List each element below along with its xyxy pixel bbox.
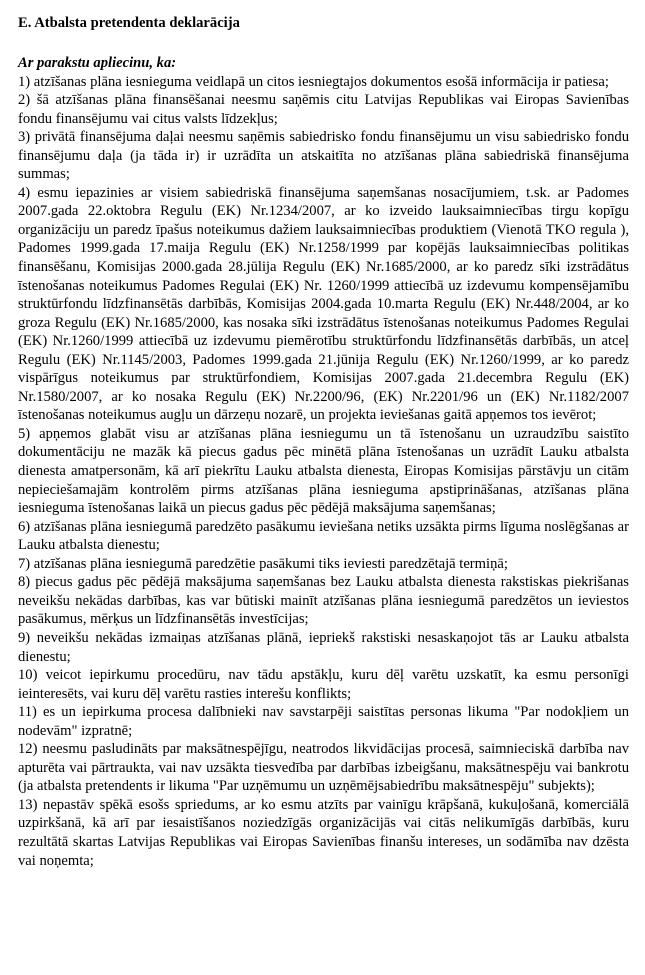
declaration-item-1: 1) atzīšanas plāna iesnieguma veidlapā un citos iesniegtajos dokumentos esošā informācija ir patiesa;: [18, 73, 609, 90]
declaration-item-7: 7) atzīšanas plāna iesniegumā paredzētie pasākumi tiks ieviesti paredzētajā termiņā;: [18, 555, 508, 572]
declaration-item-8: 8) piecus gadus pēc pēdējā maksājuma saņemšanas bez Lauku atbalsta dienesta rakstiskas piekrišanas neveikšu nekādas darbības, kas var būtiski mainīt atzīšanas plāna iesniegumā paredzētos un ieviestos pasākumus, mērķus un līdzfinansētās investīcijas;: [18, 574, 629, 628]
declaration-item-11: 11) es un iepirkuma procesa dalībnieki nav savstarpēji saistītas personas likuma "Par nodokļiem un nodevām" izpratnē;: [18, 704, 629, 739]
declaration-item-12: 12) neesmu pasludināts par maksātnespējīgu, neatrodos likvidācijas procesā, saimnieciskā darbība nav apturēta vai pārtraukta, vai nav uzsākta tiesvedība par darbības izbeigšanu, maksātnespēju vai bankrotu (ja atbalsta pretendents ir likuma "Par uzņēmumu un uzņēmējsabiedrību maksātnespēju" subjekts);: [18, 741, 629, 795]
declaration-item-13: 13) nepastāv spēkā esošs spriedums, ar ko esmu atzīts par vainīgu krāpšanā, kukuļošanā, komerciālā uzpirkšanā, kā arī par iesaistīšanos noziedzīgās organizācijās vai citās nelikumīgās darbībās, kuru rezultātā skartas Latvijas Republikas vai Eiropas Savienības finanšu intereses, un sodāmība nav dzēsta vai noņemta;: [18, 796, 629, 869]
declaration-page: [18, 14, 629, 870]
declaration-item-10: 10) veicot iepirkumu procedūru, nav tādu apstākļu, kuru dēļ varētu uzskatīt, ka esmu personīgi ieinteresēts, vai kuru dēļ varētu rasties interešu konflikts;: [18, 667, 629, 702]
declaration-list: [18, 73, 629, 871]
declaration-item-6: 6) atzīšanas plāna iesniegumā paredzēto pasākumu ieviešana netiks uzsākta pirms līguma noslēgšanas ar Lauku atbalsta dienestu;: [18, 518, 629, 554]
section-title: E. Atbalsta pretendenta deklarācija: [18, 15, 240, 31]
declaration-intro: Ar parakstu apliecinu, ka:: [18, 55, 177, 71]
declaration-item-3: 3) privātā finansējuma daļai neesmu saņēmis sabiedrisko fondu finansējumu un visu sabiedrisko fondu finansējumu daļa (ja tāda ir) ir uzrādīta un atskaitīta no atzīšanas plāna sabiedriskā finansējuma summas;: [18, 129, 629, 183]
declaration-item-9: 9) neveikšu nekādas izmaiņas atzīšanas plānā, iepriekš rakstiski nesaskaņojot tās ar Lauku atbalsta dienestu;: [18, 629, 629, 665]
declaration-item-4: 4) esmu iepazinies ar visiem sabiedriskā finansējuma saņemšanas nosacījumiem, t.sk. ar Padomes 2007.gada 22.oktobra Regulu (EK) Nr.1234/2007, ar ko izveido lauksaimniecības tirgu kopīgu organizāciju un paredz īpašus noteikumus dažiem lauksaimniecības produktiem (Vienotā TKO regula ), Padomes 1999.gada 17.maija Regulu (EK) Nr.1258/1999 par kopējās lauksaimniecības politikas finansēšanu, Komisijas 2000.gada 28.jūlija Regulu (EK) Nr.1685/2000, ar ko paredz sīki izstrādātus īstenošanas noteikumus Padomes Regulai (EK) Nr. 1260/1999 attiecībā uz izdevumu kompensējamību struktūrfondu līdzfinansētās darbībās, Komisijas 2004.gada 10.marta Regulu (EK) Nr.448/2004, ar ko groza Regulu (EK) Nr.1685/2000, kas nosaka sīki izstrādātus īstenošanas noteikumus Padomes Regulai (EK) Nr.1260/1999 attiecībā uz izdevumu piemērotību struktūrfondu līdzfinansētās darbībās, un atceļ Regulu (EK) Nr.1145/2003, Padomes 1999.gada 21.jūnija Regulu (EK) Nr.1260/1999, ar ko paredz vispārīgus noteikumus par struktūrfondiem, Komisijas 2007.gada 21.decembra Regulu (EK) Nr.1580/2007, ar ko nosaka Regulu (EK) Nr.2200/96, (EK) Nr.2201/96 un (EK) Nr.1182/2007 īstenošanas noteikumus augļu un dārzeņu nozarē, un projekta ieviešanas gaitā apņemos tos ievērot;: [18, 184, 629, 424]
declaration-item-5: 5) apņemos glabāt visu ar atzīšanas plāna iesniegumu un tā īstenošanu un uzraudzību saistīto dokumentāciju ne mazāk kā piecus gadus pēc minētā plāna īstenošanas un uzrādīt Lauku atbalsta dienesta amatpersonām, kā arī piekrītu Lauku atbalsta dienesta, Eiropas Komisijas pārstāvju un citām nepieciešamajām kontrolēm pirms atzīšanas plāna iesnieguma apstiprināšanas, atzīšanas plāna iesnieguma īstenošanas laikā un piecus gadus pēc pēdējā maksājuma saņemšanas;: [18, 425, 629, 517]
declaration-item-2: 2) šā atzīšanas plāna finansēšanai neesmu saņēmis citu Latvijas Republikas vai Eiropas Savienības fondu finansējumu vai citus valsts līdzekļus;: [18, 92, 629, 127]
